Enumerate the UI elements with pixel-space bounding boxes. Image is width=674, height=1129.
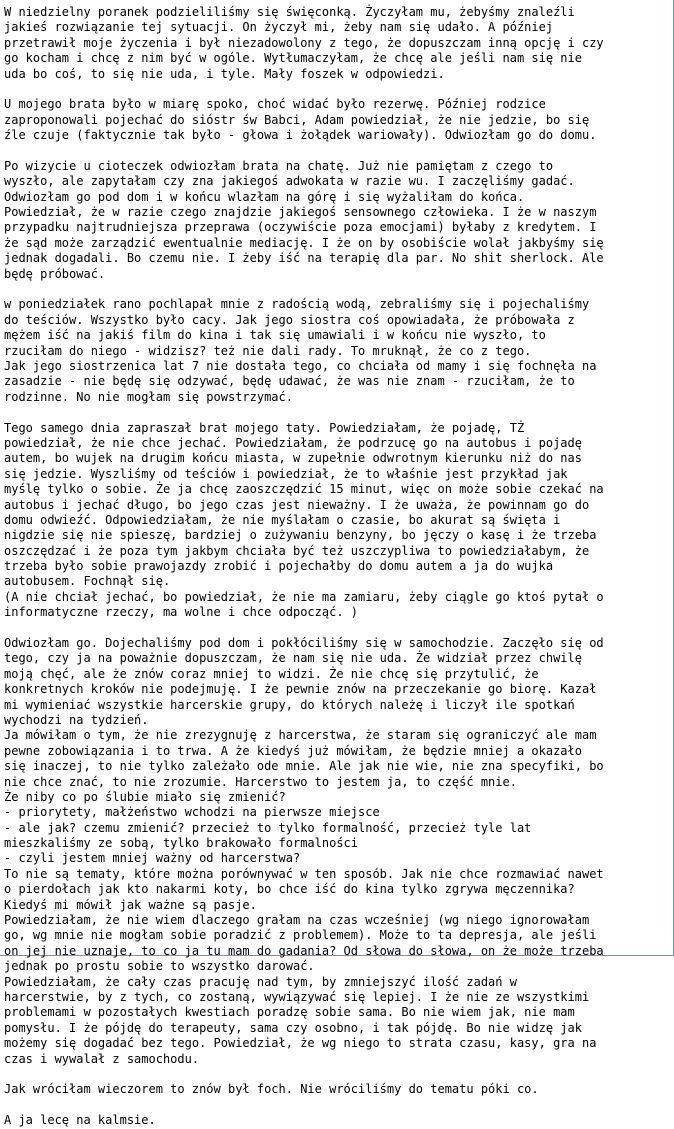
text-line: jakieś rozwiązanie tej sytuacji. On życzył mi, żeby nam się udało. A później [4,20,554,35]
text-line: Jak jego siostrzenica lat 7 nie dostała tego, co chciała od mamy i się fochnęła na [4,358,597,373]
text-line: się inaczej, to nie tylko zależało ode mnie. Ale jak nie wie, nie zna specyfiki, bo [4,759,604,774]
text-line: - priorytety, małżeństwo wchodzi na pierwsze miejsce [4,805,380,820]
text-line: będę próbować. [4,266,106,281]
text-line: o pierdołach jak kto nakarmi koty, bo chce iść do kina tylko zgrywa męczennika? [4,882,575,897]
text-line: Ja mówiłam o tym, że nie zrezygnuję z harcerstwa, że staram się ograniczyć ale mam [4,728,597,743]
text-line: To nie są tematy, które można porównywać w ten sposób. Jak nie chce rozmawiać nawet [4,866,604,881]
text-line: autobusem. Fochnął się. [4,574,171,589]
text-line: możemy się dogadać bez tego. Powiedział, że wg niego to strata czasu, kasy, gra na [4,1036,597,1051]
text-line [4,621,673,636]
text-line: konkretnych kroków nie podejmuję. I że pewnie znów na przeczekanie go biorę. Kazał [4,682,597,697]
text-line: Tego samego dnia zapraszał brat mojego taty. Powiedziałam, że pojadę, TŻ [4,420,525,435]
text-line: zasadzie - nie będę się odzywać, będę udawać, że was nie znam - rzuciłam, że to [4,374,575,389]
text-line: Powiedziałam, że nie wiem dlaczego grałam na czas wcześniej (wg niego ignorowałam [4,913,590,928]
text-line: wyszło, ale zapytałam czy zna jakiegoś adwokata w razie wu. I zaczęliśmy gadać. [4,174,575,189]
text-line: on jej nie uznaje, to co ja tu mam do gadania? Od słowa do słowa, on że może trzeba [4,943,604,958]
text-line: źle czuje (faktycznie tak było - głowa i żołądek wariowały). Odwiozłam go do domu. [4,128,597,143]
text-line: go kocham i chcę z nim być w ogóle. Wytłumaczyłam, że chcę ale jeśli nam się nie [4,51,582,66]
text-line: mi wymieniać wszystkie harcerskie grupy, do których należę i liczył ile spotkań [4,697,575,712]
text-line: A ja lecę na kalmsie. [4,1113,156,1128]
text-line [4,1098,673,1113]
text-line: Po wizycie u cioteczek odwiozłam brata na chatę. Już nie pamiętam z czego to [4,158,554,173]
text-line: W niedzielny poranek podzieliliśmy się święconką. Życzyłam mu, żebyśmy znaleźli [4,5,575,19]
text-line: informatyczne rzeczy, ma wolne i chce odpocząć. ) [4,605,359,620]
text-line: (A nie chciał jechać, bo powiedział, że nie ma zamiaru, żeby ciągle go ktoś pytał o [4,589,604,604]
text-line: nie chce znać, to nie zrozumie. Harcerstwo to jestem ja, to część mnie. [4,774,517,789]
text-line: Powiedział, że w razie czego znajdzie jakiegoś sensownego człowieka. I że w naszym [4,205,597,220]
text-line: domu odwieźć. Odpowiedziałam, że nie myślałam o czasie, bo akurat są święta i [4,512,561,527]
text-line: zaproponowali pojechać do sióstr św Babci, Adam powiedział, że nie jedzie, bo się [4,112,590,127]
text-line: go, wg mnie nie mogłam sobie poradzić z problemem). Może to ta depresja, ale jeśli [4,928,597,943]
text-line [4,282,673,297]
text-line: tego, czy ja na poważnie dopuszczam, że nam się nie uda. Że widział przez chwilę [4,651,582,666]
text-line: mieszkaliśmy ze sobą, tylko brakowało formalności [4,836,359,851]
text-line: autem, bo wujek na drugim końcu miasta, w zupełnie odwrotnym kierunku niż do nas [4,451,582,466]
text-line: - czyli jestem mniej ważny od harcerstwa? [4,851,301,866]
text-line [4,1067,673,1082]
text-line: rzuciłam do niego - widzisz? też nie dali rady. To mruknął, że co z tego. [4,343,532,358]
text-line: oszczędzać i że poza tym jakbym chciała być też uszczypliwa to powiedziałabym, że [4,543,590,558]
text-line: czas i wywalał z samochodu. [4,1051,200,1066]
text-line: jednak po prostu sobie to wszystko darować. [4,959,315,974]
text-line: pewne zobowiązania i to trwa. A że kiedyś już mówiłam, że będzie mniej a okazało [4,743,582,758]
text-line [4,405,673,420]
text-line [4,144,673,159]
text-line: w poniedziałek rano pochlapał mnie z radością wodą, zebraliśmy się i pojechaliśmy [4,297,590,312]
text-line: się jedzie. Wyszliśmy od teściów i powiedział, że to właśnie jest przykład jak [4,466,568,481]
text-line: pomysłu. I że pójdę do terapeuty, sama czy osobno, i tak pójdę. Bo nie widzę jak [4,1020,582,1035]
text-line: Odwiozłam go. Dojechaliśmy pod dom i pokłóciliśmy się w samochodzie. Zaczęło się od [4,636,604,651]
text-line: myślę tylko o sobie. Że ja chcę zaoszczędzić 15 minut, więc on może sobie czekać na [4,482,604,497]
text-line: jednak dogadali. Bo czemu nie. I żeby iść na terapię dla par. No shit sherlock. Ale [4,251,604,266]
text-line: przypadku najtrudniejsza przeprawa (oczywiście poza emocjami) byłaby z kredytem. I [4,220,597,235]
text-line: powiedział, że nie chce jechać. Powiedziałam, że podrzucę go na autobus i pojadę [4,435,582,450]
text-line: że sąd może zarządzić ewentualnie mediację. I że on by osobiście wolał jakbyśmy się [4,235,604,250]
text-line: Powiedziałam, że cały czas pracuję nad tym, by zmniejszyć ilość zadań w [4,974,517,989]
text-line: przetrawił moje życzenia i był niezadowolony z tego, że dopuszczam inną opcję i czy [4,35,604,50]
text-line: Jak wróciłam wieczorem to znów był foch. Nie wróciliśmy do tematu póki co. [4,1082,539,1097]
text-line: - ale jak? czemu zmienić? przecież to tylko formalność, przecież tyle lat [4,820,532,835]
text-line: Kiedyś mi mówił jak ważne są pasje. [4,897,257,912]
text-line: uda bo coś, to się nie uda, i tyle. Mały foszek w odpowiedzi. [4,66,445,81]
text-line: nigdzie się nie spieszę, bardziej o zużywaniu benzyny, bo jęczy o kasę i że trzeba [4,528,597,543]
text-line: mężem iść na jakiś film do kina i tak się umawiali i w końcu nie wyszło, to [4,328,546,343]
text-line: U mojego brata było w miarę spoko, choć widać było rezerwę. Później rodzice [4,97,546,112]
text-line: harcerstwie, by z tych, co zostaną, wywiązywać się lepiej. I że nie ze wszystkimi [4,990,590,1004]
text-line: wychodzi na tydzień. [4,712,149,727]
text-line: autobus i jechać długo, bo jego czas jest nieważny. I że uważa, że powinnam go do [4,497,590,512]
text-line: trzeba było sobie prawojazdy zrobić i pojechałby do domu autem a ja do wujka [4,559,554,574]
text-line: rodzinne. No nie mogłam się powstrzymać. [4,389,293,404]
text-line: Że niby co po ślubie miało się zmienić? [4,789,286,804]
text-line [4,82,673,97]
text-line: problemami w pozostałych kwestiach poradzę sobie sama. Bo nie wiem jak, nie mam [4,1005,575,1020]
text-line: do teściów. Wszystko było cacy. Jak jego siostra coś opowiadała, że próbowała z [4,312,575,327]
document-text [4,5,673,1129]
text-line: moją chęć, ale że znów coraz mniej to widzi. Że nie chcę się przytulić, że [4,666,539,681]
text-line: Odwiozłam go pod dom i w końcu wlazłam na górę i się wyżaliłam do końca. [4,189,525,204]
